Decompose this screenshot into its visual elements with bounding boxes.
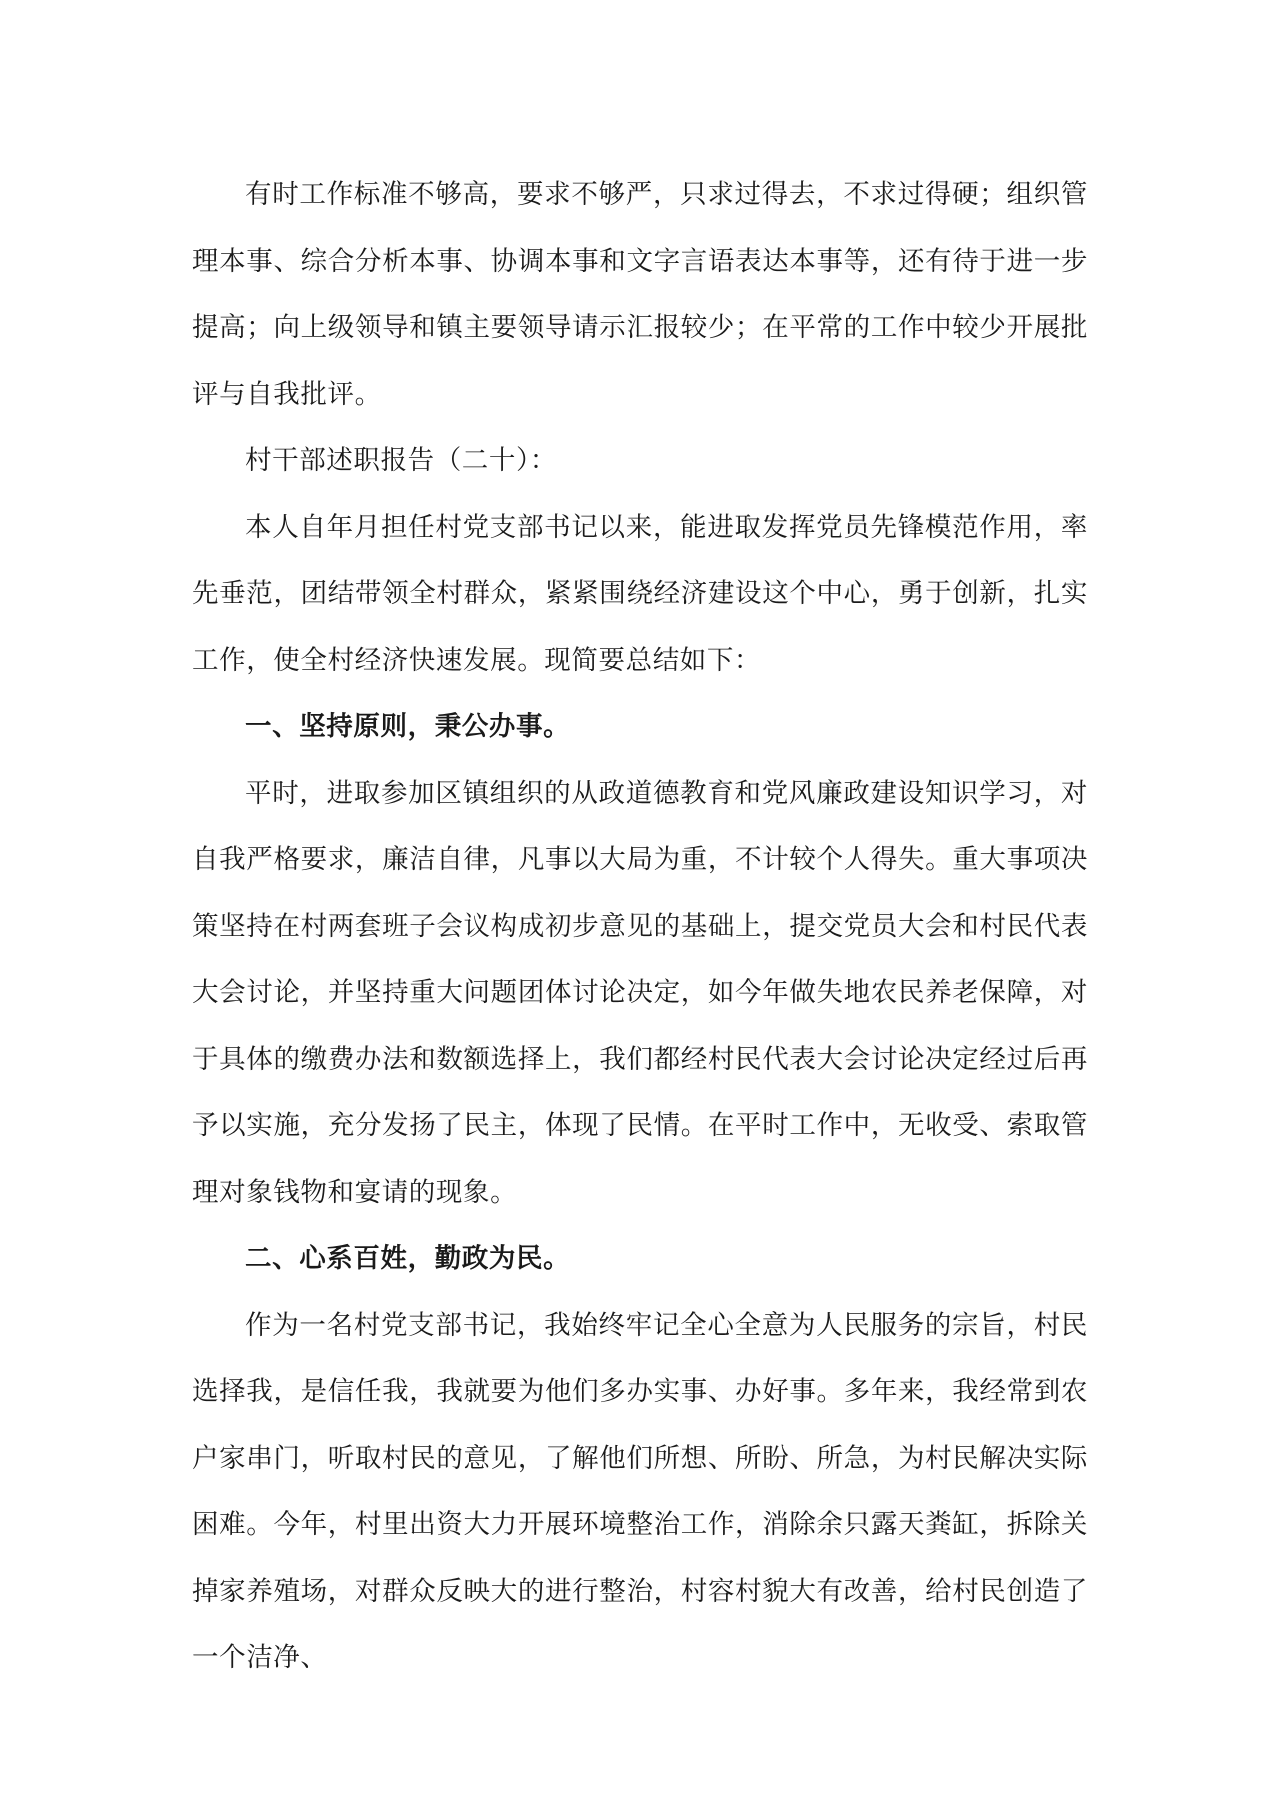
paragraph-section-2: 作为一名村党支部书记，我始终牢记全心全意为人民服务的宗旨，村民选择我，是信任我，我就要为他们多办实事、办好事。多年来，我经常到农户家串门，听取村民的意见，了解他们所想、所盼、所急，为村民解决实际困难。今年，村里出资大力开展环境整治工作，消除余只露天粪缸，拆除关掉家养殖场，对群众反映大的进行整治，村容村貌大有改善，给村民创造了一个洁净、 [192, 1309, 1088, 1673]
report-title: 村干部述职报告（二十）： [245, 445, 557, 476]
paragraph-self-criticism: 有时工作标准不够高，要求不够严，只求过得去，不求过得硬；组织管理本事、综合分析本事、协调本事和文字言语表达本事等，还有待于进一步提高；向上级领导和镇主要领导请示汇报较少；在平常的工作中较少开展批评与自我批评。 [192, 179, 1088, 410]
document-body [192, 162, 1088, 1692]
section-heading-2: 二、心系百姓，勤政为民。 [245, 1243, 571, 1274]
paragraph-section-1: 平时，进取参加区镇组织的从政道德教育和党风廉政建设知识学习，对自我严格要求，廉洁自律，凡事以大局为重，不计较个人得失。重大事项决策坚持在村两套班子会议构成初步意见的基础上，提交党员大会和村民代表大会讨论，并坚持重大问题团体讨论决定，如今年做失地农民养老保障，对于具体的缴费办法和数额选择上，我们都经村民代表大会讨论决定经过后再予以实施，充分发扬了民主，体现了民情。在平时工作中，无收受、索取管理对象钱物和宴请的现象。 [192, 777, 1088, 1208]
paragraph-introduction: 本人自年月担任村党支部书记以来，能进取发挥党员先锋模范作用，率先垂范，团结带领全村群众，紧紧围绕经济建设这个中心，勇于创新，扎实工作，使全村经济快速发展。现简要总结如下： [192, 511, 1088, 676]
section-heading-1: 一、坚持原则，秉公办事。 [245, 711, 571, 742]
